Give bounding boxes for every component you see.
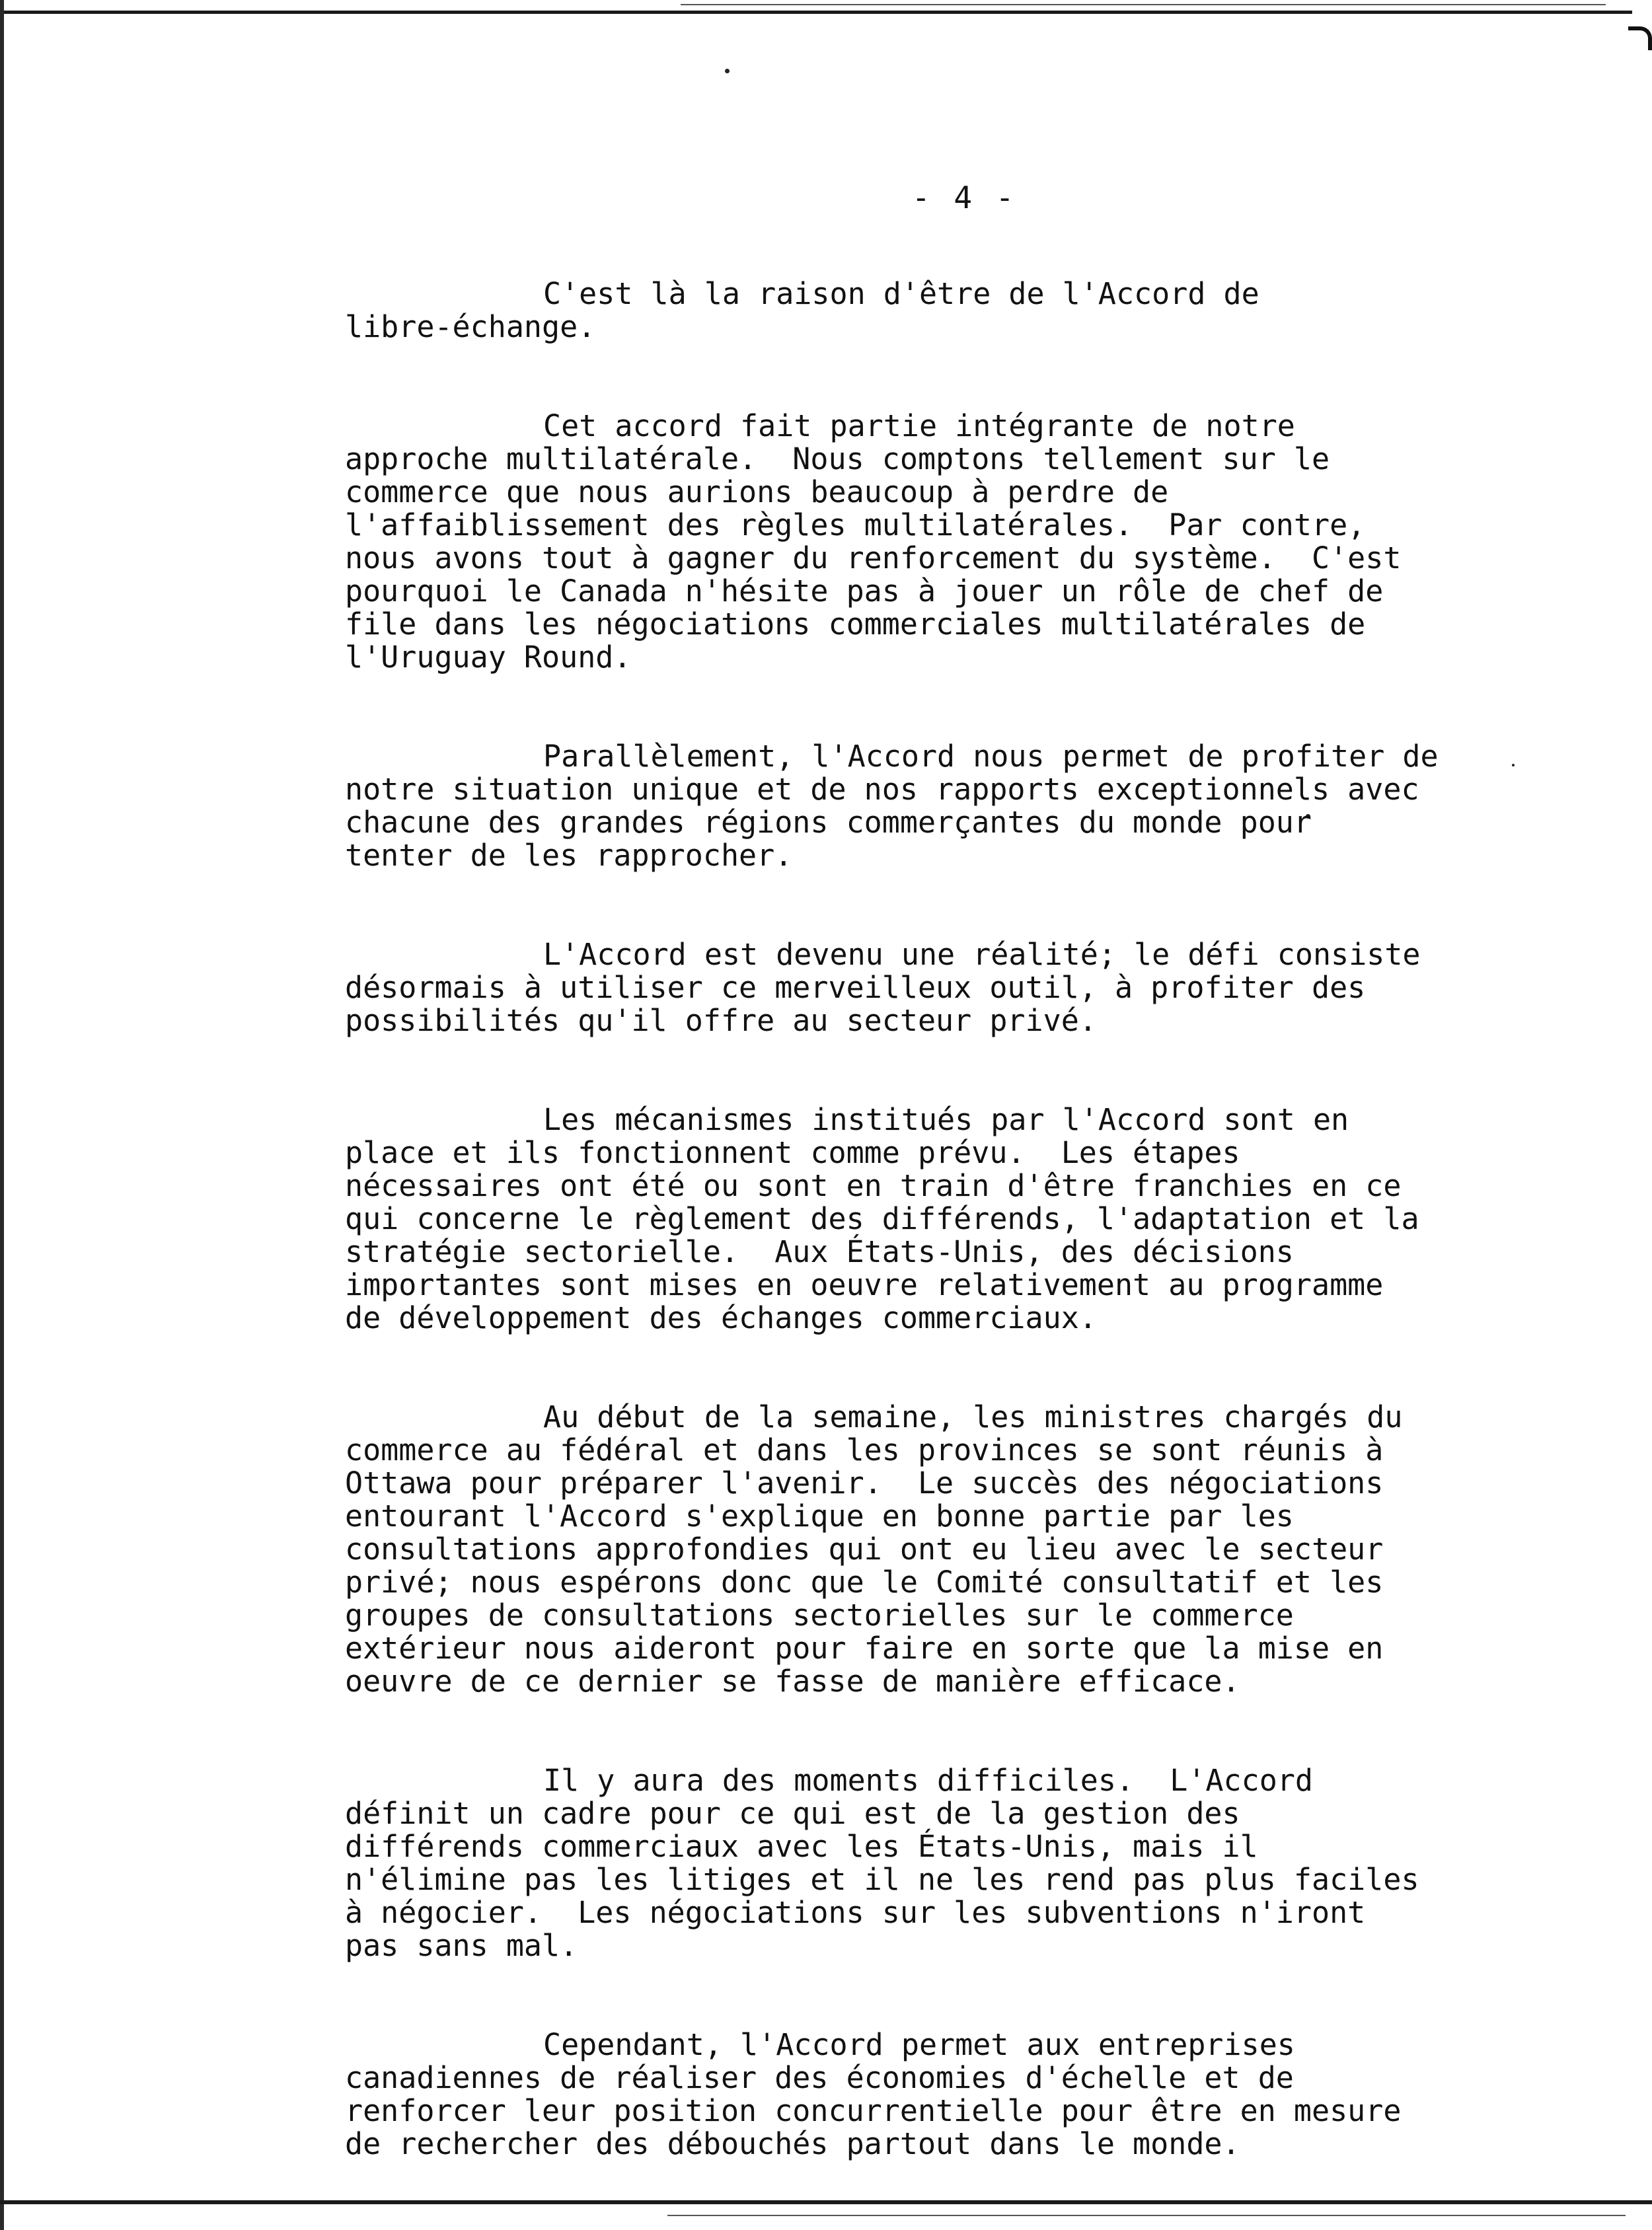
paragraph-line: qui concerne le règlement des différends, l'adaptation et la [345,1201,1419,1236]
paragraph-line: extérieur nous aideront pour faire en sorte que la mise en [345,1631,1384,1666]
paragraph-first-line: Cet accord fait partie intégrante de notre [543,408,1295,443]
body-text [345,278,1561,2227]
paragraph-line: nécessaires ont été ou sont en train d'être franchies en ce [345,1168,1402,1203]
paragraph-first-line: Parallèlement, l'Accord nous permet de profiter de [543,739,1439,774]
paragraph [345,2028,1561,2161]
paragraph [345,938,1561,1037]
paragraph-first-line: Cependant, l'Accord permet aux entreprises [543,2027,1295,2062]
top-right-scan-corner [1628,26,1652,50]
paragraph [345,1764,1561,1962]
paragraph [345,740,1561,872]
paragraph [345,1401,1561,1698]
paragraph-line: de développement des échanges commerciaux. [345,1300,1097,1335]
scan-speck [725,69,730,73]
paragraph-line: l'Uruguay Round. [345,640,632,675]
paragraph-line: renforcer leur position concurrentielle pour être en mesure [345,2093,1402,2128]
paragraph-line: à négocier. Les négociations sur les subventions n'iront [345,1895,1366,1930]
paragraph-line: place et ils fonctionnent comme prévu. Les étapes [345,1135,1240,1170]
paragraph-line: consultations approfondies qui ont eu lieu avec le secteur [345,1532,1384,1567]
top-scan-edge [0,11,1632,14]
paragraph-line: notre situation unique et de nos rapports exceptionnels avec [345,772,1419,807]
paragraph-line: file dans les négociations commerciales multilatérales de [345,607,1366,642]
paragraph-line: commerce que nous aurions beaucoup à perdre de [345,474,1169,509]
paragraph-line: groupes de consultations sectorielles sur le commerce [345,1598,1294,1633]
paragraph-line: n'élimine pas les litiges et il ne les rend pas plus faciles [345,1862,1419,1897]
paragraph-line: désormais à utiliser ce merveilleux outil, à profiter des [345,970,1366,1005]
paragraph-line: libre-échange. [345,309,596,344]
paragraph-line: canadiennes de réaliser des économies d'échelle et de [345,2060,1294,2095]
paragraph-line: oeuvre de ce dernier se fasse de manière efficace. [345,1664,1240,1699]
paragraph-first-line: Les mécanismes institués par l'Accord sont en [543,1102,1349,1137]
paragraph-line: privé; nous espérons donc que le Comité consultatif et les [345,1565,1384,1600]
paragraph-line: possibilités qu'il offre au secteur privé. [345,1003,1097,1038]
paragraph-line: chacune des grandes régions commerçantes du monde pour [345,805,1312,840]
top-scan-line [681,4,1606,5]
paragraph [345,278,1561,344]
paragraph-line: pas sans mal. [345,1928,578,1963]
paragraph-line: importantes sont mises en oeuvre relativement au programme [345,1267,1384,1302]
paragraph-line: Ottawa pour préparer l'avenir. Le succès des négociations [345,1466,1384,1501]
paragraph-line: tenter de les rapprocher. [345,838,793,873]
paragraph-first-line: Au début de la semaine, les ministres chargés du [543,1399,1403,1434]
left-scan-edge [0,0,4,2230]
paragraph-line: approche multilatérale. Nous comptons tellement sur le [345,441,1330,476]
paragraph-line: définit un cadre pour ce qui est de la gestion des [345,1796,1240,1831]
paragraph-line: de rechercher des débouchés partout dans le monde. [345,2126,1240,2161]
paragraph [345,1103,1561,1335]
paragraph-line: l'affaiblissement des règles multilatérales. Par contre, [345,507,1366,542]
page-number: - 4 - [912,180,1017,215]
paragraph-first-line: L'Accord est devenu une réalité; le défi consiste [543,937,1421,972]
paragraph-line: nous avons tout à gagner du renforcement du système. C'est [345,540,1402,576]
paragraph-line: stratégie sectorielle. Aux États-Unis, des décisions [345,1234,1294,1269]
paragraph-line: entourant l'Accord s'explique en bonne partie par les [345,1499,1294,1534]
paragraph-line: pourquoi le Canada n'hésite pas à jouer un rôle de chef de [345,574,1384,609]
paragraph-line: commerce au fédéral et dans les provinces se sont réunis à [345,1432,1384,1468]
paragraph-line: différends commerciaux avec les États-Unis, mais il [345,1829,1258,1864]
paragraph-first-line: C'est là la raison d'être de l'Accord de [543,276,1259,311]
paragraph-first-line: Il y aura des moments difficiles. L'Accord [543,1763,1313,1798]
paragraph [345,410,1561,674]
